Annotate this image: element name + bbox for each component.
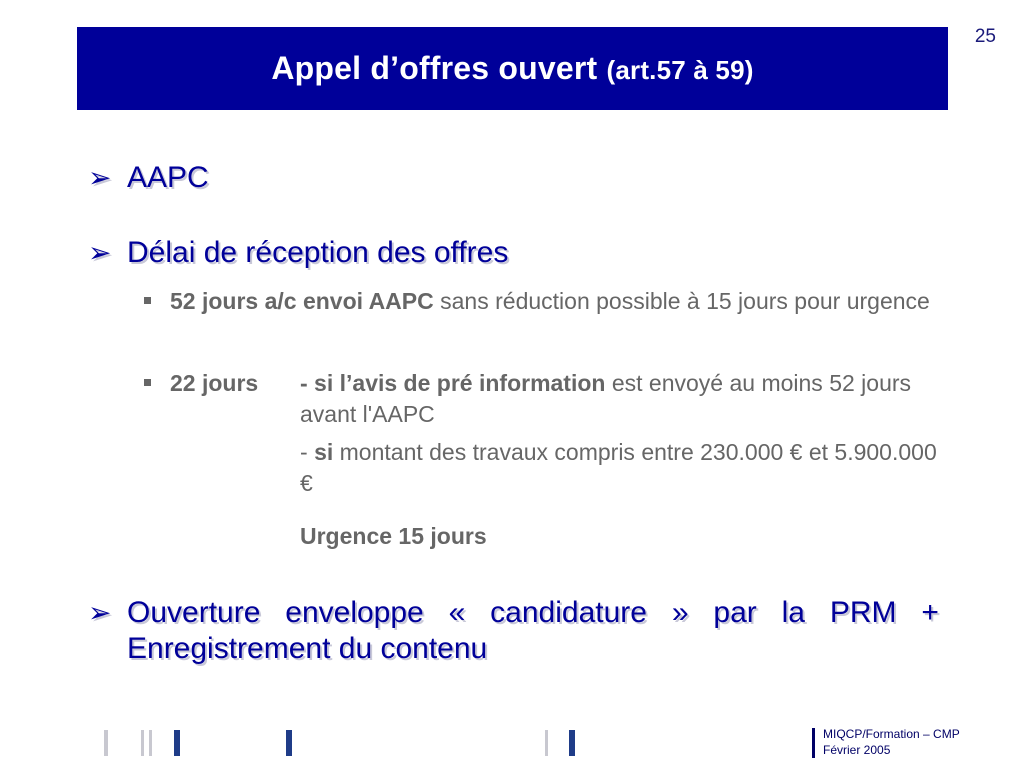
bullet-delai-text: Délai de réception des offres bbox=[127, 236, 509, 269]
sub-item-22-jours-detail bbox=[300, 368, 950, 430]
bullet-ouverture-line2: Enregistrement du contenu bbox=[127, 632, 488, 665]
footer-deco-bar bbox=[545, 730, 548, 756]
footer-deco-bar bbox=[174, 730, 180, 756]
sub-item-22-jours-text: est envoyé au moins 52 jours avant l'AAPC bbox=[300, 370, 912, 427]
bullet-ouverture-line1 bbox=[127, 595, 939, 631]
footer-deco-bar bbox=[812, 728, 815, 758]
square-bullet-icon bbox=[144, 297, 151, 304]
arrow-bullet-icon: ➢ bbox=[88, 162, 112, 193]
sub-item-52-jours-bold: 52 jours a/c envoi AAPC bbox=[170, 288, 434, 314]
sub-item-52-jours bbox=[170, 286, 950, 317]
sub-item-22-jours-bold: - si l’avis de pré information bbox=[300, 370, 606, 396]
title-main: Appel d’offres ouvert bbox=[271, 50, 598, 86]
footer-deco-bar bbox=[141, 730, 144, 756]
bullet-aapc bbox=[88, 160, 209, 196]
bullet-ouverture-word: par bbox=[713, 596, 757, 629]
footer-deco-bar bbox=[149, 730, 152, 756]
bullet-ouverture-word: + bbox=[921, 596, 939, 629]
footer-deco-bar bbox=[104, 730, 108, 756]
footer-line1: MIQCP/Formation – CMP bbox=[823, 727, 960, 741]
footer-deco-bar bbox=[569, 730, 575, 756]
footer-line2: Février 2005 bbox=[823, 743, 891, 757]
footer-text bbox=[823, 726, 960, 758]
sub-item-montant-text: montant des travaux compris entre 230.000 € et 5.900.000 € bbox=[300, 439, 937, 496]
bullet-ouverture-word: la bbox=[781, 596, 805, 629]
bullet-ouverture-word: PRM bbox=[829, 596, 897, 629]
arrow-bullet-icon: ➢ bbox=[88, 237, 112, 268]
sub-item-52-jours-text: sans réduction possible à 15 jours pour urgence bbox=[433, 288, 930, 314]
bullet-ouverture bbox=[88, 595, 940, 667]
bullet-ouverture-word: candidature bbox=[490, 596, 647, 629]
bullet-ouverture-text bbox=[127, 595, 939, 667]
sub-item-montant bbox=[300, 437, 950, 499]
bullet-delai bbox=[88, 235, 509, 271]
sub-item-22-jours-label bbox=[170, 368, 258, 399]
title-bar bbox=[77, 27, 948, 110]
bullet-aapc-text: AAPC bbox=[127, 161, 209, 194]
urgence-note: Urgence 15 jours bbox=[300, 523, 487, 549]
square-bullet-icon bbox=[144, 379, 151, 386]
bullet-ouverture-word: enveloppe bbox=[285, 596, 424, 629]
arrow-bullet-icon: ➢ bbox=[88, 597, 112, 628]
title-sub: (art.57 à 59) bbox=[606, 55, 754, 85]
sub-item-montant-dash: - bbox=[300, 439, 315, 465]
slide-number: 25 bbox=[974, 26, 996, 47]
sub-item-22-jours-label-text: 22 jours bbox=[170, 370, 259, 396]
bullet-ouverture-word: » bbox=[671, 596, 689, 629]
slide-title bbox=[271, 50, 753, 87]
footer-deco-bar bbox=[286, 730, 292, 756]
bullet-ouverture-word: Ouverture bbox=[127, 596, 261, 629]
bullet-ouverture-word: « bbox=[448, 596, 466, 629]
sub-item-montant-bold: si bbox=[314, 439, 334, 465]
